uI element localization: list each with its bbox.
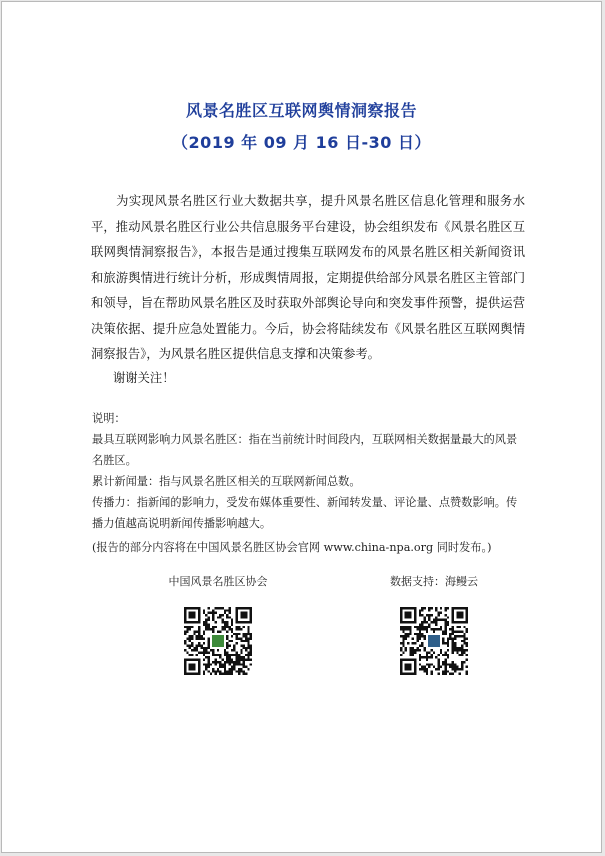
intro-text: 为实现风景名胜区行业大数据共享，提升风景名胜区信息化管理和服务水平，推动风景名胜区行业公共信息服务平台建设，协会组织发布《风景名胜区互联网舆情洞察报告》，本报告是通过搜集互联网发布的风景名胜区相关新闻资讯和旅游舆情进行统计分析，形成舆情周报，定期提供给部分风景名胜区主管部门和领导，旨在帮助风景名胜区及时获取外部舆论导向和突发事件预警，提供运营决策依据、提升应急处置能力。今后，协会将陆续发布《风景名胜区互联网舆情洞察报告》，为风景名胜区提供信息支撑和决策参考。 — [91, 194, 525, 361]
report-period: （2019 年 09 月 16 日-30 日） — [172, 133, 431, 152]
qr-block-association — [143, 573, 293, 675]
note-item-spread: 传播力：指新闻的影响力，受发布媒体重要性、新闻转发量、评论量、点赞数影响。传播力值越高说明新闻传播影响越大。 — [92, 496, 518, 530]
note-item-influence: 最具互联网影响力风景名胜区：指在当前统计时间段内，互联网相关数据量最大的风景名胜区。 — [92, 433, 518, 467]
publication-footnote: (报告的部分内容将在中国风景名胜区协会官网 www.china-npa.org 同时发布。) — [92, 541, 492, 554]
intro-paragraph — [91, 189, 525, 368]
notes-section — [92, 408, 528, 534]
notes-heading: 说明： — [92, 412, 126, 425]
qr-caption-data-support: 数据支持：海鳗云 — [390, 575, 478, 588]
report-title: 风景名胜区互联网舆情洞察报告 — [185, 101, 417, 120]
note-item-news-count: 累计新闻量：指与风景名胜区相关的互联网新闻总数。 — [92, 475, 361, 488]
thanks-text: 谢谢关注！ — [113, 371, 175, 385]
qr-caption-association: 中国风景名胜区协会 — [168, 575, 268, 588]
qr-code-icon[interactable] — [400, 607, 468, 675]
qr-block-data-support — [359, 573, 509, 675]
document-page — [1, 1, 602, 853]
qr-code-icon[interactable] — [184, 607, 252, 675]
